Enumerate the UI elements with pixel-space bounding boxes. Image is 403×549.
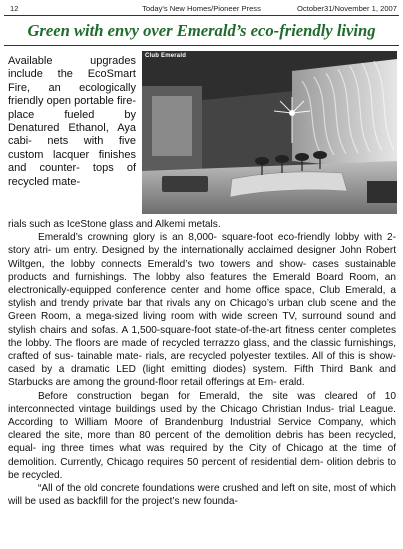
paragraph-lobby: Emerald’s crowning glory is an 8,000- square-foot eco-friendly lobby with 2-story atri- um entry. Designed by the internationally acclaimed designer John Robert Wiltgen, the lobby connects Emerald’s two towers and show- cases sustainable products and furnishings. The lobby also features the Emerald Board Room, an electronically-equipped conference center and home office space, Club Emerald, a stylish and trendy private bar that rivals any on Chicago’s urban club scene and the Green Room, a mega-sized living room with wide screen TV, surround sound and stylish chairs and sofas. A 1,500-square-foot state-of-the-art fitness center completes the lobby. The floors are made of recycled terrazzo glass, and the classic furnishings, crafted of sus- tainable mate- rials, are recycled polyester textiles. All of this is show- cased by a dramatic LED (light emitting diodes) system. Fifth Third Bank and Starbucks are among the ground-floor retail offerings at Em- erald.	[8, 232, 396, 389]
photo-caption: Club Emerald	[145, 53, 187, 59]
publication-name: Today's New Homes/Pioneer Press	[142, 4, 261, 13]
lounge-interior-illustration	[142, 51, 397, 214]
club-emerald-photo	[142, 51, 397, 214]
intro-column: Available upgrades include the EcoSmart Fire, an ecologically friendly open portable fire- place fueled by Denatured Ethanol, Aya cabi- nets with five custom lacquer finishes and counter- tops of recycled mate-	[8, 55, 136, 188]
headline-rule	[4, 45, 399, 46]
article-body	[8, 218, 396, 508]
header-rule	[4, 15, 399, 16]
intro-continuation: rials such as IceStone glass and Alkemi metals.	[8, 219, 221, 230]
running-head	[6, 3, 397, 15]
page-number: 12	[10, 4, 19, 13]
paragraph-foundations: “All of the old concrete foundations were crushed and left on site, most of which will be used as backfill for the project’s new founda-	[8, 483, 396, 508]
paragraph-construction: Before construction began for Emerald, the site was cleared of 10 interconnected vintage buildings used by the Chicago Christian Indus- trial League. According to William Moore of Brandenburg Industrial Service Company, which cleared the site, more than 80 percent of the demolition debris has been recycled, equal- ing three times what was required by the City of Chicago at the time of demolition. Currently, Chicago requires 50 percent of residential dem- olition debris to be recycled.	[8, 390, 396, 481]
issue-date: October31/November 1, 2007	[296, 4, 397, 13]
article-headline: Green with envy over Emerald’s eco-friendly living	[27, 21, 376, 40]
